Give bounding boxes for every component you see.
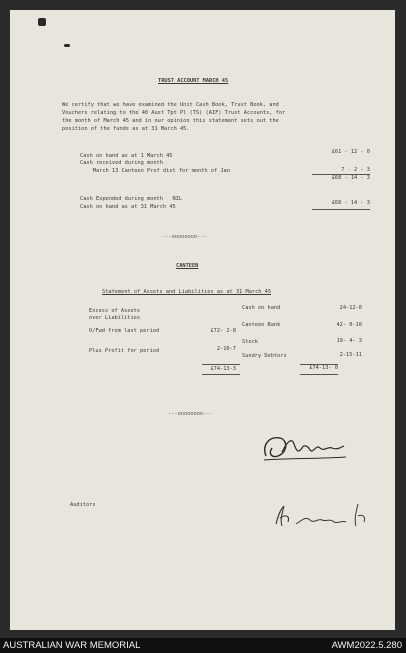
liability-label: Plus Profit for period: [89, 348, 160, 354]
cash-subtotal: £68 - 14 - 3: [331, 175, 370, 181]
liability-amount: 2-10-7: [216, 346, 236, 352]
asset-amount: 2-15-11: [339, 352, 362, 358]
separator: ---oooooooo---: [168, 411, 213, 417]
intro-line: Vouchers relating to the 40 Aust Tpt Pl (TS) (AIF) Trust Accounts, for: [62, 110, 286, 116]
liability-label: Excess of Assets: [89, 308, 141, 314]
asset-total: £74-13- 0: [309, 365, 338, 371]
liability-total: £74-13-3: [210, 366, 236, 372]
canteen-heading: CANTEEN: [176, 263, 199, 269]
asset-label: Cash on hand: [242, 305, 281, 311]
signature-image: [266, 498, 376, 534]
footer-catalog-id: AWM2022.5.280: [331, 640, 402, 651]
asset-label: Sundry Debtors: [242, 353, 287, 359]
liability-label: O/Fwd from last period: [89, 328, 160, 334]
footer-bar: [0, 638, 406, 653]
intro-line: the month of March 45 and in our opinion this statement sets out the: [62, 118, 279, 124]
cash-line: Cash received during month: [80, 160, 163, 166]
expend-line: Cash Expended during month NIL: [80, 196, 183, 202]
liability-label: over Liabilities: [89, 315, 141, 321]
cash-line: Cash on hand as at 1 March 45: [80, 153, 173, 159]
asset-amount: 19- 4- 3: [336, 338, 362, 344]
footer-credit: AUSTRALIAN WAR MEMORIAL: [3, 640, 141, 651]
expend-line: Cash on hand as at 31 March 45: [80, 204, 176, 210]
cash-closing-amount: £68 - 14 - 3: [331, 200, 370, 206]
total-rule: [202, 374, 240, 375]
asset-label: Canteen Bank: [242, 322, 281, 328]
signature-image: [258, 430, 348, 464]
document-title: TRUST ACCOUNT MARCH 45: [158, 78, 229, 84]
document-page: [10, 10, 395, 630]
asset-amount: 42- 0-10: [336, 322, 362, 328]
asset-amount: 24-12-0: [339, 305, 362, 311]
cash-amount: £61 - 12 - 0: [331, 149, 370, 155]
cash-line: March 13 Canteen Prof dist for month of Jan: [80, 168, 230, 174]
liability-amount: £72- 2-8: [210, 328, 236, 334]
statement-heading: Statement of Assets and Liabilities as at 31 March 45: [102, 289, 272, 295]
total-rule: [202, 364, 240, 365]
punch-hole: [64, 44, 70, 47]
punch-hole: [38, 18, 46, 26]
total-rule: [300, 374, 338, 375]
cash-amount: 7 - 2 - 3: [341, 167, 370, 173]
total-rule: [312, 209, 370, 210]
separator: ---oooooooo---: [162, 234, 207, 240]
intro-line: We certify that we have examined the Unit Cash Book, Trust Book, and: [62, 102, 279, 108]
intro-line: position of the funds as at 31 March 45.: [62, 126, 190, 132]
auditors-label: Auditors: [70, 502, 96, 508]
asset-label: Stock: [242, 339, 258, 345]
